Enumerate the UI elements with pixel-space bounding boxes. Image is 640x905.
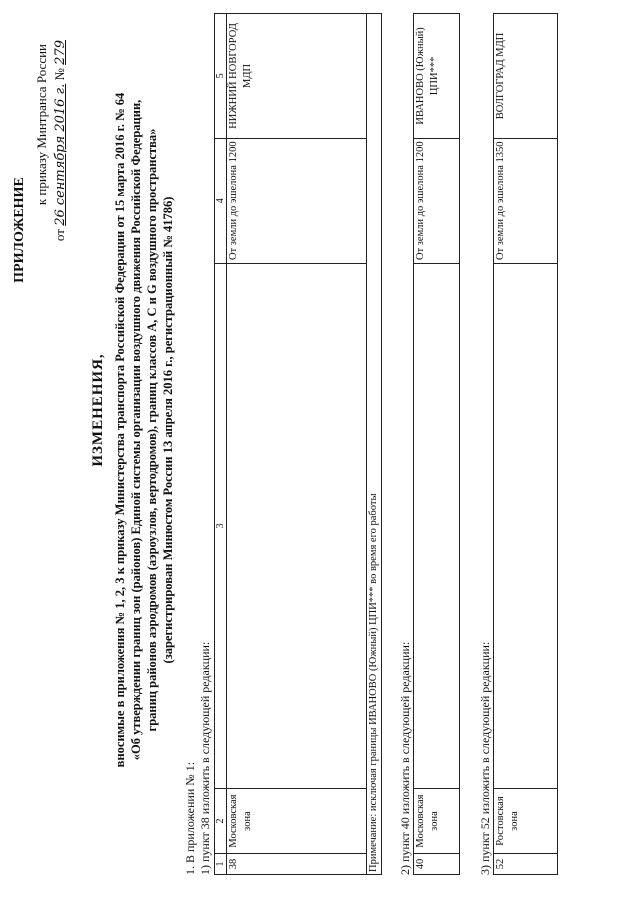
table-row bbox=[227, 14, 367, 875]
row-number: 38 bbox=[227, 854, 367, 875]
header-col-5: 5 bbox=[215, 14, 227, 139]
table-section-3 bbox=[493, 13, 558, 875]
heading-line-1: вносимые в приложения № 1, 2, 3 к приказу Министерства транспорта Российской Федерации от 15 марта 2016 г. № 64 bbox=[113, 92, 127, 768]
header-col-3: 3 bbox=[215, 263, 227, 788]
table-section-1 bbox=[214, 13, 382, 875]
row-coordinates bbox=[414, 263, 460, 788]
number-prefix: № bbox=[52, 68, 67, 81]
row-unit: НИЖНИЙ НОВГОРОД МДП bbox=[227, 14, 367, 139]
header-col-4: 4 bbox=[215, 138, 227, 263]
appendix-order-line: к приказу Минтранса России bbox=[34, 44, 49, 206]
date-handwritten: 26 сентября 2016 г. bbox=[53, 83, 68, 226]
heading-text bbox=[112, 15, 176, 845]
row-number: 52 bbox=[494, 854, 558, 875]
changes-title: ИЗМЕНЕНИЯ, bbox=[90, 353, 106, 467]
row-zone: Московская зона bbox=[414, 789, 460, 854]
row-zone: Московская зона bbox=[227, 789, 367, 854]
appendix-title: ПРИЛОЖЕНИЕ bbox=[12, 177, 27, 283]
table-header-row bbox=[215, 14, 227, 875]
table-section-2 bbox=[413, 13, 460, 875]
row-unit: ВОЛГОГРАД МДП bbox=[494, 14, 558, 139]
section-1-label: 1) пункт 38 изложить в следующей редакции: bbox=[198, 641, 212, 875]
date-prefix: от bbox=[52, 229, 67, 242]
heading-line-4: (зарегистрирован Минюстом России 13 апреля 2016 г., регистрационный № 41786) bbox=[161, 196, 175, 664]
section-2-label: 2) пункт 40 изложить в следующей редакции: bbox=[398, 641, 412, 875]
row-unit: ИВАНОВО (Южный) ЦПИ*** bbox=[414, 14, 460, 139]
header-col-2: 2 bbox=[215, 789, 227, 854]
header-col-1: 1 bbox=[215, 854, 227, 875]
row-coordinates bbox=[494, 263, 558, 788]
heading-line-2: «Об утверждении границ зон (районов) Единой системы организации воздушного движения Российской Федерации, bbox=[129, 99, 143, 761]
row-note: Примечание: исключая границы ИВАНОВО (Южный) ЦПИ*** во время его работы bbox=[367, 14, 382, 875]
section-3-label: 3) пункт 52 изложить в следующей редакции: bbox=[478, 641, 492, 875]
heading-line-3: границ районов аэродромов (аэроузлов, вертодромов), границ классов А, С и G воздушного пространства» bbox=[145, 128, 159, 732]
number-handwritten: 279 bbox=[53, 40, 68, 65]
row-zone: Ростовская зона bbox=[494, 789, 558, 854]
table-row bbox=[494, 14, 558, 875]
row-altitude: От земли до эшелона 1200 bbox=[414, 138, 460, 263]
row-number: 40 bbox=[414, 854, 460, 875]
row-altitude: От земли до эшелона 1350 bbox=[494, 138, 558, 263]
intro-paragraph: 1. В приложении № 1: bbox=[183, 761, 197, 875]
row-altitude: От земли до эшелона 1200 bbox=[227, 138, 367, 263]
appendix-date-line bbox=[52, 40, 68, 380]
table-note-row bbox=[367, 14, 382, 875]
row-coordinates bbox=[227, 263, 367, 788]
table-row bbox=[414, 14, 460, 875]
